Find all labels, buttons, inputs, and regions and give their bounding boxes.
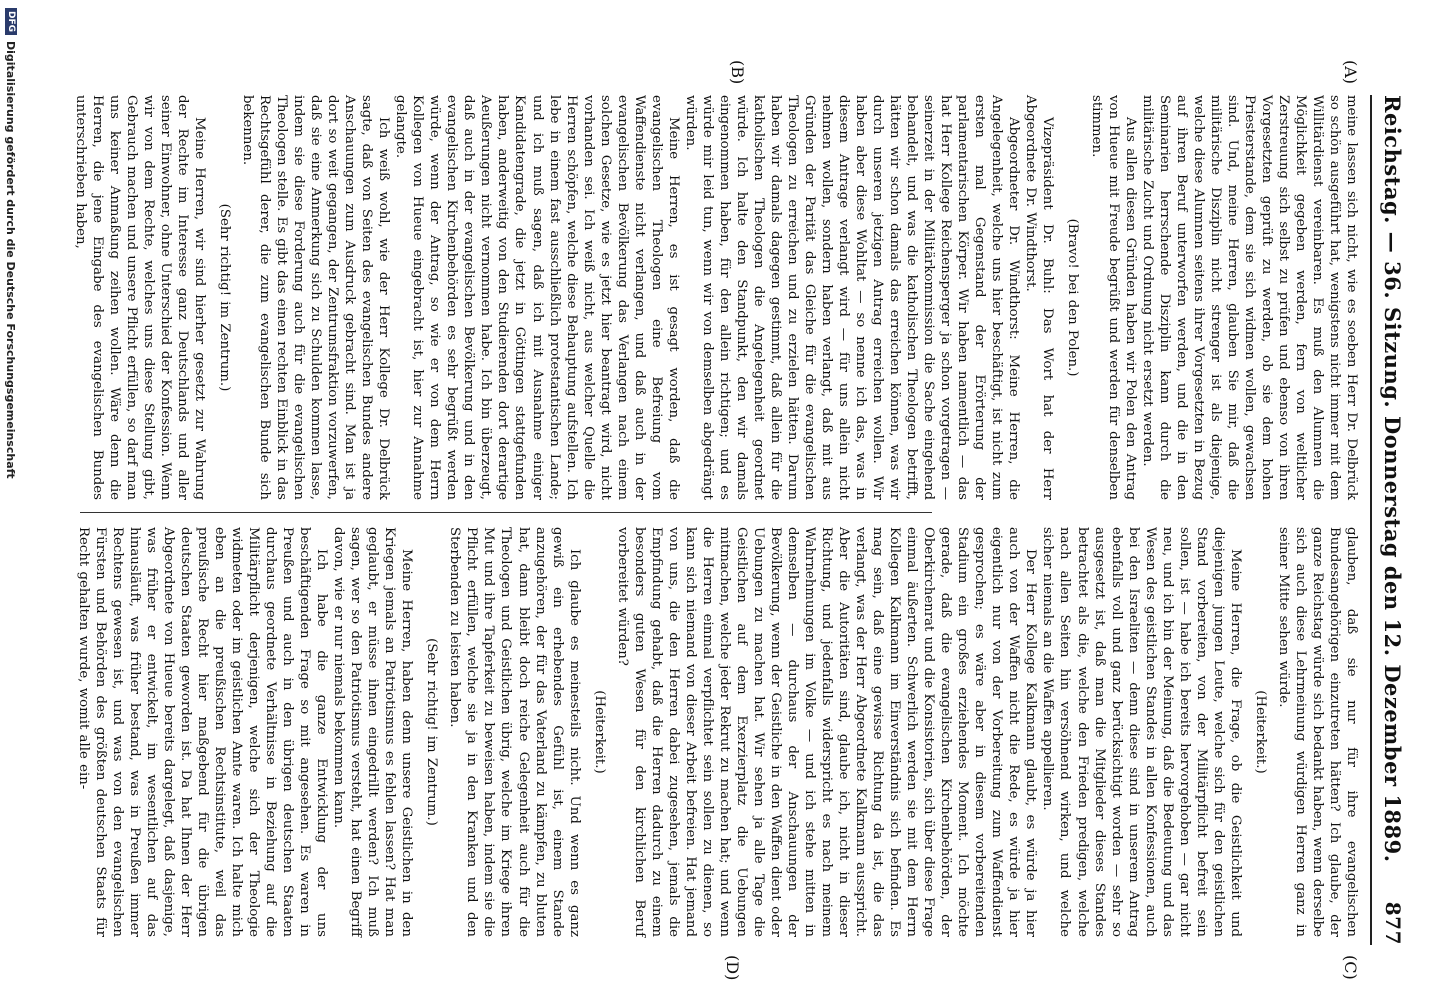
margin-marker-b: (B): [728, 60, 747, 85]
paragraph: Meine Herren, es ist gesagt worden, daß die evangelischen Theologen eine Befreiung vom Waffendienste nicht verlangen, und daß auch in der evangelischen Bevölkerung das Verlangen nach einem solchen Gesetze, wie es jetzt hier beantragt wird, nicht vorhanden sei. Ich weiß nicht, aus welcher Quelle die Herren schöpfen, welche diese Behauptung aufstellen. Ich lebe in einem fast ausschließlich protestantischen Lande; und ich muß sagen, daß ich mit Ausnahme einiger Kandidatengrade, die jetzt in Göttingen stattgefunden haben, anderweitig von den Studierenden dort derartige Aeußerungen nicht vernommen habe. Ich bin überzeugt, daß auch in der evangelischen Bevölkerung und in den evangelischen Kirchenbehörden es sehr begrüßt werden würde, wenn der Antrag, so wie er von dem Herrn Kollegen von Hueue eingebracht ist, hier zur Annahme gelangte.: [393, 95, 681, 500]
paragraph: Der Herr Kollege Kalkmann glaubt, es würde ja hier auch von der Waffen nicht die Rede, es würde ja hier eigentlich nur von der Vorbereitung zum Waffendienst gesprochen; es wäre aber in diesem vorbereitenden Stadium ein großes erziehendes Moment. Ich möchte gerade, daß die evangelischen Kirchenbehörden, der Oberkirchenrat und die Konsistorien, sich über diese Frage einmal äußerten. Schwerlich werden sie mit dem Herrn Kollegen Kalkmann im Einverständnis sich befinden. Es mag sein, daß eine gewisse Richtung da ist, die das verlangt, was der Herr Abgeordnete Kalkmann ausspricht. Aber die Autoritäten sind, glaube ich, nicht in dieser Richtung, und jedenfalls widerspricht es nach meinem Wahrnehmungen im Volke — und ich stehe mitten in demselben — durchaus der Anschauungen der Bevölkerung, wenn der Geistliche in den Waffen dient oder Uebungen zu machen hat. Wir sehen ja alle Tage die Geistlichen auf dem Exerzierplatz die Uebungen mitmachen, welche jeder Rekrut zu machen hat; und wenn die Herren einmal verpflichtet sein sollen zu dienen, so kann sich niemand von dieser Arbeit befreien. Hat jemand von uns, die den Herren dabei zugesehen, jemals die Empfindung gehabt, daß die Herren dadurch zu einem besonders guten Wesen für den kirchlichen Beruf vorbereitet würden?: [614, 527, 1039, 937]
header-rule: [1370, 95, 1372, 945]
applause-note: (Heiterkeit.): [591, 690, 607, 774]
column-divider: [80, 512, 932, 513]
margin-marker-d: (D): [723, 955, 742, 981]
paragraph: Ich weiß wohl, wie der Herr Kollege Dr. Delbrück sagte, daß von Seiten des evangelischen Bundes andere Anschauungen zum Ausdruck gebracht sind. Man ist ja dort so weit gegangen, der Zentrumsfraktion vorzuwerfen, daß sie eine Anmerkung sich zu Schulden kommen lasse, indem sie diese Forderung auch für die evangelischen Theologen stelle. Es gibt das einen rechten Einblick in das Rechtsgefühl derer, die zum evangelischen Bunde sich bekennen.: [240, 95, 392, 500]
speaker-paragraph: Vizepräsident Dr. Buhl: Das Wort hat der Herr Abgeordnete Dr. Windthorst.: [1023, 95, 1056, 500]
footer-text: Digitalisierung gefördert durch die Deutsche Forschungsgemeinschaft: [4, 41, 18, 479]
header-title: Reichstag. — 36. Sitzung. Donnerstag den 12. Dezember 1889.: [1380, 95, 1406, 863]
paragraph: Ich glaube es meinesteils nicht. Und wenn es ganz gewiß ein erhebendes Gefühl ist, einem Stande anzugehören, der für das Vaterland zu kämpfen, zu bluten hat, dann bleibt doch reiche Gelegenheit auch für die Theologen und Geistlichen übrig, welche im Kriege ihren Mut und ihre Tapferkeit zu beweisen haben, indem sie die Pflicht erfüllen, welche sie ja in den Kranken und den Sterbenden zu leisten haben.: [447, 527, 582, 937]
paragraph: glauben, daß sie nur für ihre evangelischen Bundesangehörigen einzutreten hätten? Ich glaube, der ganze Reichstag würde sich bedankt haben, wenn derselbe sich auch diese Lehrmeinung würdigen Herren ganz in seiner Mitte sehen würde.: [1275, 527, 1359, 937]
applause-note: (Sehr richtig! im Zentrum.): [424, 638, 440, 826]
page-number: 877: [1381, 901, 1405, 945]
paragraph: Meine Herren, haben denn unsere Geistlichen in den Kriegen jemals an Patriotismus es fehlen lassen? Hat man geglaubt, er müsse ihnen eingedrillt werden? Ich muß sagen, wer so den Patriotismus versteht, hat einen Begriff davon, wie er nur niemals bekommen kann.: [331, 527, 415, 937]
digitization-footer: [0, 0, 22, 1000]
left-column: [60, 95, 1360, 500]
paragraph: Aus allen diesen Gründen haben wir Polen den Antrag von Hueue mit Freude begrüßt und werden für denselben stimmen.: [1088, 95, 1138, 500]
dfg-logo-icon: DFG: [5, 8, 17, 35]
paragraph: Meine Herren, wir sind hierher gesetzt zur Wahrung der Rechte im Interesse ganz Deutschlands und aller seiner Einwohner, ohne Unterschied der Konfession. Wenn wir von dem Rechte, welches uns diese Stellung gibt, Gebrauch machen und unsere Pflicht erfüllen, so darf man uns keiner Anmaßung zeihen wollen. Wäre denn die Herren, die jene Eingabe des evangelischen Bundes unterschrieben haben,: [72, 95, 207, 500]
paragraph: meine lassen sich nicht, wie es soeben Herr Dr. Delbrück so schön ausgeführt hat, wenigstens nicht immer mit dem Willitärdienst vereinbaren. Es muß den Alumnen die Möglichkeit gegeben werden, fern von weltlicher Zerstreuung sich selbst zu prüfen und ebenso von ihren Vorgesetzten geprüft zu werden, ob sie dem hohen Priesterstande, dem sie sich widmen wollen, gewachsen sind. Und, meine Herren, glauben Sie mir, daß die militärische Disziplin nicht strenger ist als diejenige, welche diese Alumnen seitens ihrer Vorgesetzten in Bezug auf ihren Beruf unterworfen werden, und die in den Seminarien herrschende Disziplin kann durch die militärische Zucht und Ordnung nicht ersetzt werden.: [1139, 95, 1359, 500]
applause-note: (Bravo! bei den Polen.): [1065, 218, 1081, 377]
margin-marker-c: (C): [1341, 955, 1360, 980]
applause-note: (Sehr richtig! im Zentrum.): [216, 203, 232, 392]
applause-note: (Heiterkeit.): [1252, 690, 1268, 774]
margin-marker-a: (A): [1341, 60, 1360, 85]
page-header: [1376, 95, 1410, 945]
right-column: [60, 527, 1360, 937]
speaker-paragraph: Abgeordneter Dr. Windthorst: Meine Herren, die Angelegenheit, welche uns hier beschäftigt, ist nicht zum ersten mal Gegenstand der Erörterung der parlamentarischen Körper. Wir haben namentlich — das hat Herr Kollege Reichensperger ja schon vorgetragen — seinerzeit in der Militärkommission die Sache eingehend behandelt, und was die katholischen Theologen betrifft, hätten wir schon damals das erreichen können, was wir durch unseren jetzigen Antrag erreichen wollen. Wir haben aber diese Wohltat — so nenne ich das, was in diesem Antrage verlangt wird — für uns allein nicht nehmen wollen, sondern haben verlangt, daß mit aus Gründen der Parität das Gleiche für die evangelischen Theologen zu erreichen und zu erzielen hätten. Darum haben wir damals dagegen gestimmt, daß allein für die katholischen Theologen die Angelegenheit geordnet würde. Ich halte den Standpunkt, den wir damals eingenommen haben, für den allein richtigen; und es würde mir leid tun, wenn wir von demselben abgedrängt würden.: [682, 95, 1022, 500]
paragraph: Ich habe die ganze Entwicklung der uns beschäftigenden Frage so mit angesehen. Es waren in Preußen und auch in den übrigen deutschen Staaten durchaus geordnete Verhältnisse in Beziehung auf die Militärpflicht derjenigen, welche sich der Theologie widmeten oder im geistlichen Amte waren. Ich halte mich eben an die preußischen Rechtsinstitute, weil das preußische Recht hier maßgebend für die übrigen deutschen Staaten geworden ist. Da hat Ihnen der Herr Abgeordnete von Hueue bereits dargelegt, daß dasjenige, was früher er entwickelt, im wesentlichen auf das hinausläuft, was früher bestand, was in Preußen immer Rechtens gewesen ist, und was von den evangelischen Fürsten und Behörden des größten deutschen Staats für Recht gehalten wurde, womit alle ein-: [75, 527, 330, 937]
paragraph: Meine Herren, die Frage, ob die Geistlichkeit und diejenigen jungen Leute, welche sich für den geistlichen Stand vorbereiten, von der Militärpflicht befreit sein sollen, ist — habe ich bereits hervorgehoben — gar nicht neu, und ich bin der Meinung, daß die Bedeutung und das Wesen des geistlichen Standes in allen Konfessionen, auch bei den Israeliten — denn diese sind in unserem Antrag ebenfalls voll und ganz berücksichtigt worden — sehr so ausgesetzt ist, daß man die Mitglieder dieses Standes betrachtet als die, welche den Frieden predigen, welche nach allen Seiten hin versöhnend wirken, und welche sicher niemals an die Waffen appellieren.: [1040, 527, 1243, 937]
